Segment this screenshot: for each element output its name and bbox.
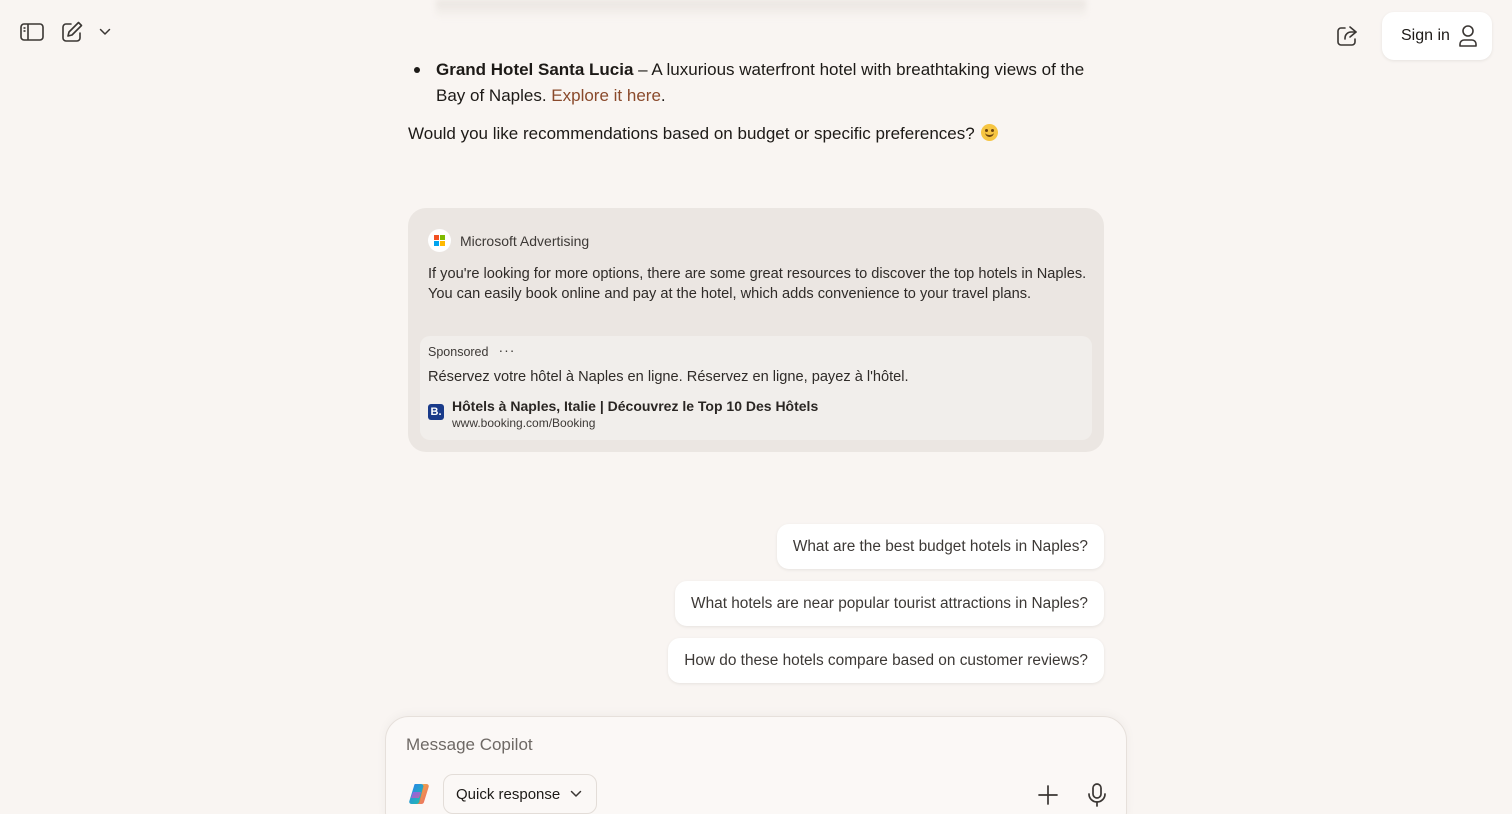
user-icon: [1458, 24, 1478, 48]
suggested-prompts: [668, 524, 1104, 683]
microsoft-logo-square-green: [440, 235, 445, 240]
booking-ad-link[interactable]: [428, 398, 818, 432]
booking-logo-icon: B.: [428, 404, 444, 420]
message-composer: [385, 716, 1127, 814]
compose-icon: [60, 20, 84, 44]
scrolled-content-fade: [436, 0, 1086, 18]
sign-in-button[interactable]: [1382, 12, 1492, 60]
assistant-followup-question: [408, 121, 1108, 147]
response-mode-label: Quick response: [456, 785, 561, 803]
sidebar-toggle-icon: [19, 21, 45, 43]
microsoft-logo-square-yellow: [440, 241, 445, 246]
new-chat-options-button[interactable]: [96, 18, 114, 46]
ad-header: [428, 229, 589, 252]
sponsored-text: Réservez votre hôtel à Naples en ligne. Réservez en ligne, payez à l'hôtel.: [428, 369, 909, 385]
add-attachment-button[interactable]: [1034, 781, 1062, 809]
booking-ad-url: www.booking.com/Booking: [452, 416, 596, 430]
top-toolbar: [18, 18, 114, 46]
hotel-summary: – A luxurious waterfront hotel with breathtaking views of the Bay of Naples.: [436, 60, 1085, 105]
booking-ad-title[interactable]: Hôtels à Naples, Italie | Découvrez le Top 10 Des Hôtels: [452, 398, 819, 414]
microsoft-logo-icon: [428, 229, 451, 252]
microphone-icon: [1086, 782, 1108, 808]
microsoft-logo-square-red: [434, 235, 439, 240]
explore-hotel-link[interactable]: Explore it here: [551, 86, 661, 105]
smiling-face-emoji: [981, 124, 998, 141]
sponsored-label: Sponsored: [428, 345, 489, 359]
response-mode-dropdown[interactable]: [443, 774, 597, 814]
hotel-list-item: [408, 57, 1098, 109]
share-icon: [1335, 24, 1359, 48]
plus-icon: [1037, 784, 1059, 806]
hotel-description: [436, 57, 1098, 109]
share-button[interactable]: [1333, 22, 1361, 50]
ad-description: If you're looking for more options, there are some great resources to discover the top hotels in Naples. You can easily book online and pay at the hotel, which adds convenience to your travel plans.: [428, 266, 1087, 302]
suggestion-chip[interactable]: How do these hotels compare based on customer reviews?: [668, 638, 1104, 683]
sentence-end: .: [660, 86, 666, 105]
sign-in-label: Sign in: [1401, 27, 1450, 44]
chevron-down-icon: [99, 28, 111, 36]
message-input[interactable]: [406, 733, 1006, 757]
followup-text: Would you like recommendations based on budget or specific preferences?: [408, 124, 980, 143]
sponsored-listing-box: [420, 336, 1092, 440]
copilot-logo-icon: [407, 782, 431, 806]
hotel-name: Grand Hotel Santa Lucia: [436, 60, 634, 79]
sponsored-ad-card: [408, 208, 1104, 452]
microsoft-logo-square-blue: [434, 241, 439, 246]
new-chat-button[interactable]: [58, 18, 86, 46]
voice-input-button[interactable]: [1083, 781, 1111, 809]
ad-more-options-button[interactable]: ···: [498, 342, 516, 358]
booking-ad-text: [452, 398, 818, 432]
suggestion-chip[interactable]: What hotels are near popular tourist attractions in Naples?: [675, 581, 1104, 626]
bullet-point: [414, 67, 420, 73]
suggestion-chip[interactable]: What are the best budget hotels in Naples?: [777, 524, 1104, 569]
sponsored-row: [428, 342, 516, 359]
advertiser-name: Microsoft Advertising: [460, 232, 590, 249]
sidebar-toggle-button[interactable]: [18, 18, 46, 46]
chevron-down-icon: [570, 790, 582, 798]
